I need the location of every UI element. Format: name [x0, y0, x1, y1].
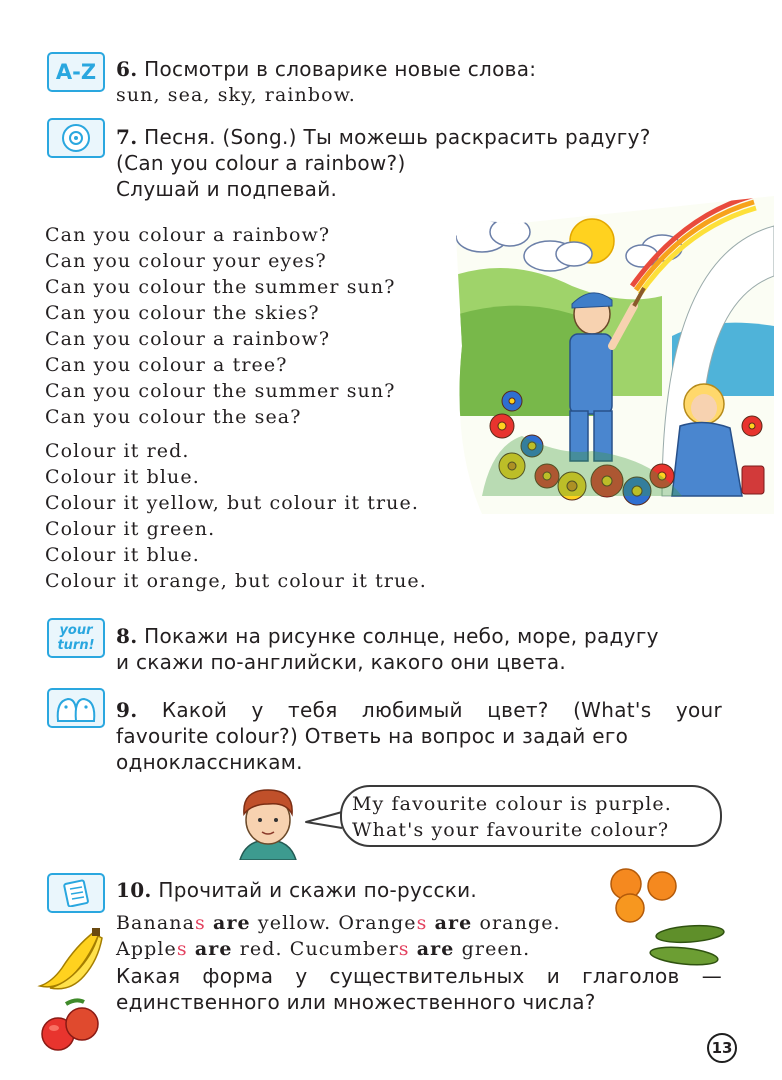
- your-turn-icon: your turn!: [47, 618, 105, 658]
- ex8-line2: и скажи по-английски, какого они цвета.: [116, 650, 567, 674]
- plural-ending: s: [398, 938, 410, 960]
- boy-portrait-illustration: [232, 784, 304, 860]
- ex10-sentence-2: Apples are red. Cucumbers are green.: [116, 938, 531, 960]
- page-number: 13: [707, 1033, 737, 1063]
- song-line: Can you colour a rainbow?: [45, 328, 331, 350]
- pair-talk-icon: [47, 688, 105, 728]
- plural-ending: s: [195, 912, 206, 934]
- ex7-number: 7.: [116, 125, 138, 149]
- ex9-number: 9.: [116, 698, 138, 722]
- bubble-tail: [304, 808, 344, 832]
- oranges-illustration: [606, 864, 682, 924]
- ex6-number: 6.: [116, 57, 138, 81]
- bananas-illustration: [36, 926, 108, 996]
- ex8-number: 8.: [116, 624, 138, 648]
- notebook-icon: [47, 873, 105, 913]
- ex9-line2: favourite colour?) Ответь на вопрос и задай его: [116, 724, 629, 748]
- song-line: Can you colour your eyes?: [45, 250, 327, 272]
- cd-audio-icon: [47, 118, 105, 158]
- cucumbers-illustration: [646, 922, 726, 970]
- ex7-line2: (Can you colour a rainbow?): [116, 151, 406, 175]
- ex6-words: sun, sea, sky, rainbow.: [116, 84, 356, 106]
- ex9-line3: одноклассникам.: [116, 750, 303, 774]
- song-line: Can you colour the sea?: [45, 406, 302, 428]
- song-line: Colour it green.: [45, 518, 216, 540]
- plural-ending: s: [176, 938, 188, 960]
- ex10-instruction: 10. Прочитай и скажи по-русски.: [116, 878, 478, 902]
- ex9-line1: 9. Какой у тебя любимый цвет? (What's your: [116, 698, 722, 722]
- song-line: Colour it yellow, but colour it true.: [45, 492, 419, 514]
- song-line: Can you colour a tree?: [45, 354, 288, 376]
- ex7-line1: 7. Песня. (Song.) Ты можешь раскрасить радугу?: [116, 125, 651, 149]
- ex10-number: 10.: [116, 878, 152, 902]
- song-line: Can you colour the skies?: [45, 302, 320, 324]
- song-line: Can you colour the summer sun?: [45, 380, 396, 402]
- plural-ending: s: [416, 912, 428, 934]
- song-line: Colour it orange, but colour it true.: [45, 570, 427, 592]
- speech-bubble: [340, 785, 722, 847]
- song-line: Can you colour a rainbow?: [45, 224, 331, 246]
- ex10-sentence-1: Bananas are yellow. Oranges are orange.: [116, 912, 561, 934]
- dictionary-icon: A-Z: [47, 52, 105, 92]
- song-line: Colour it red.: [45, 440, 190, 462]
- ex7-line3: Слушай и подпевай.: [116, 177, 338, 201]
- rainbow-painting-illustration: [452, 196, 774, 514]
- ex6-instruction: 6. Посмотри в словарике новые слова:: [116, 57, 537, 81]
- ex10-question-1: Какая форма у существительных и глаголов —: [116, 964, 722, 988]
- ex10-question-2: единственного или множественного числа?: [116, 990, 596, 1014]
- ex8-line1: 8. Покажи на рисунке солнце, небо, море, радугу: [116, 624, 659, 648]
- song-line: Colour it blue.: [45, 466, 200, 488]
- song-line: Can you colour the summer sun?: [45, 276, 396, 298]
- bubble-line1: My favourite colour is purple.: [352, 793, 672, 815]
- song-line: Colour it blue.: [45, 544, 200, 566]
- bubble-line2: What's your favourite colour?: [352, 819, 670, 841]
- apples-illustration: [36, 996, 106, 1056]
